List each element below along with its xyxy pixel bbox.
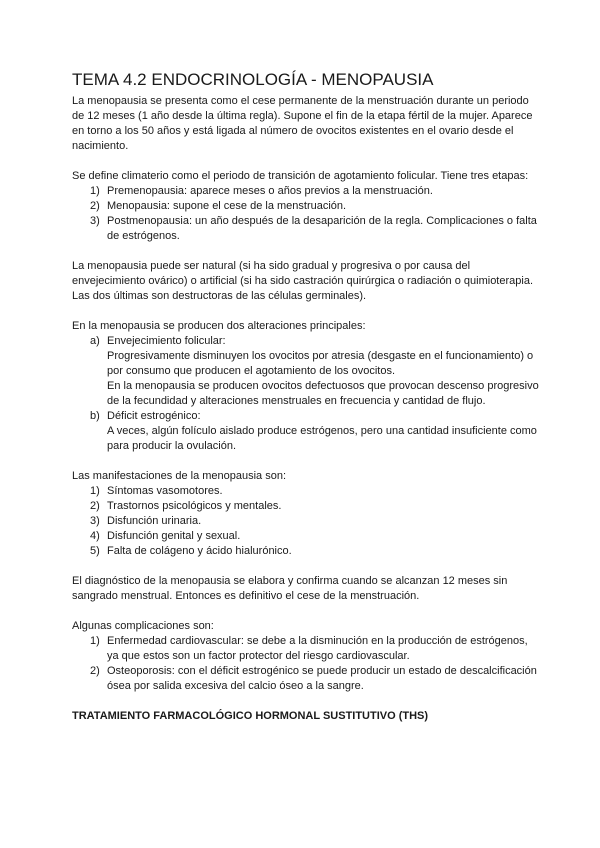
list-item — [72, 499, 540, 514]
list-marker: 4) — [90, 530, 100, 542]
list-marker: 5) — [90, 545, 100, 557]
list-item — [72, 514, 540, 529]
section-heading: TRATAMIENTO FARMACOLÓGICO HORMONAL SUSTITUTIVO (THS) — [72, 710, 429, 722]
list-marker: 3) — [90, 215, 100, 227]
list-marker: a) — [90, 335, 100, 347]
list-marker: 3) — [90, 515, 100, 527]
list-item — [72, 334, 540, 409]
tipos-paragraph: La menopausia puede ser natural (si ha sido gradual y progresiva o por causa del envejecimiento ovárico) o artificial (si ha sido castración quirúrgica o radiación o quimioterapia. Las dos últimas son destructoras de las células germinales). — [72, 260, 534, 302]
list-marker: 2) — [90, 200, 100, 212]
list-item-text: Postmenopausia: un año después de la desaparición de la regla. Complicaciones o falta de estrógenos. — [107, 215, 537, 242]
alteraciones-list — [72, 334, 540, 454]
climaterio-list — [72, 184, 540, 244]
list-item-text: Disfunción genital y sexual. — [107, 530, 241, 542]
complicaciones-paragraph: Algunas complicaciones son: — [72, 620, 214, 632]
list-item — [72, 199, 540, 214]
manifestaciones-list — [72, 484, 540, 559]
list-item — [72, 409, 540, 454]
list-marker: 1) — [90, 185, 100, 197]
list-item-text: En la menopausia se producen ovocitos defectuosos que provocan descenso progresivo de la fecundidad y alteraciones menstruales en frecuencia y cantidad de flujo. — [107, 380, 539, 407]
diagnostico-paragraph: El diagnóstico de la menopausia se elabora y confirma cuando se alcanzan 12 meses sin sangrado menstrual. Entonces es definitivo el cese de la menstruación. — [72, 575, 508, 602]
list-item-heading: Déficit estrogénico: — [107, 410, 201, 422]
list-item-text: Menopausia: supone el cese de la menstruación. — [107, 200, 347, 212]
list-item — [72, 634, 540, 664]
list-item-text: Trastornos psicológicos y mentales. — [107, 500, 282, 512]
list-item-text: Síntomas vasomotores. — [107, 485, 223, 497]
list-marker: 1) — [90, 635, 100, 647]
alteraciones-paragraph: En la menopausia se producen dos alteraciones principales: — [72, 320, 366, 332]
complicaciones-list — [72, 634, 540, 694]
list-item-text: Disfunción urinaria. — [107, 515, 202, 527]
list-item — [72, 184, 540, 199]
list-marker: 1) — [90, 485, 100, 497]
list-item — [72, 664, 540, 694]
list-item-text: Osteoporosis: con el déficit estrogénico se puede producir un estado de descalcificación ósea por salida excesiva del calcio óseo a la sangre. — [107, 665, 537, 692]
list-item — [72, 214, 540, 244]
list-item-text: Premenopausia: aparece meses o años previos a la menstruación. — [107, 185, 433, 197]
climaterio-paragraph: Se define climaterio como el periodo de transición de agotamiento folicular. Tiene tres etapas: — [72, 170, 529, 182]
list-item-text: Falta de colágeno y ácido hialurónico. — [107, 545, 292, 557]
list-item — [72, 484, 540, 499]
list-marker: 2) — [90, 665, 100, 677]
list-marker: 2) — [90, 500, 100, 512]
manifestaciones-paragraph: Las manifestaciones de la menopausia son: — [72, 470, 287, 482]
page-title: TEMA 4.2 ENDOCRINOLOGÍA - MENOPAUSIA — [72, 70, 434, 89]
list-item-text: A veces, algún folículo aislado produce estrógenos, pero una cantidad insuficiente como para producir la ovulación. — [107, 425, 537, 452]
intro-paragraph: La menopausia se presenta como el cese permanente de la menstruación durante un periodo de 12 meses (1 año desde la última regla). Supone el fin de la etapa fértil de la mujer. Aparece en torno a los 50 años y está ligada al número de ovocitos existentes en el ovario desde el nacimiento. — [72, 95, 533, 152]
list-item — [72, 544, 540, 559]
list-item — [72, 529, 540, 544]
list-marker: b) — [90, 410, 100, 422]
list-item-text: Progresivamente disminuyen los ovocitos por atresia (desgaste en el funcionamiento) o por consumo que producen el agotamiento de los ovocitos. — [107, 350, 534, 377]
list-item-text: Enfermedad cardiovascular: se debe a la disminución en la producción de estrógenos, ya que estos son un factor protector del riesgo cardiovascular. — [107, 635, 528, 662]
list-item-heading: Envejecimiento folicular: — [107, 335, 226, 347]
